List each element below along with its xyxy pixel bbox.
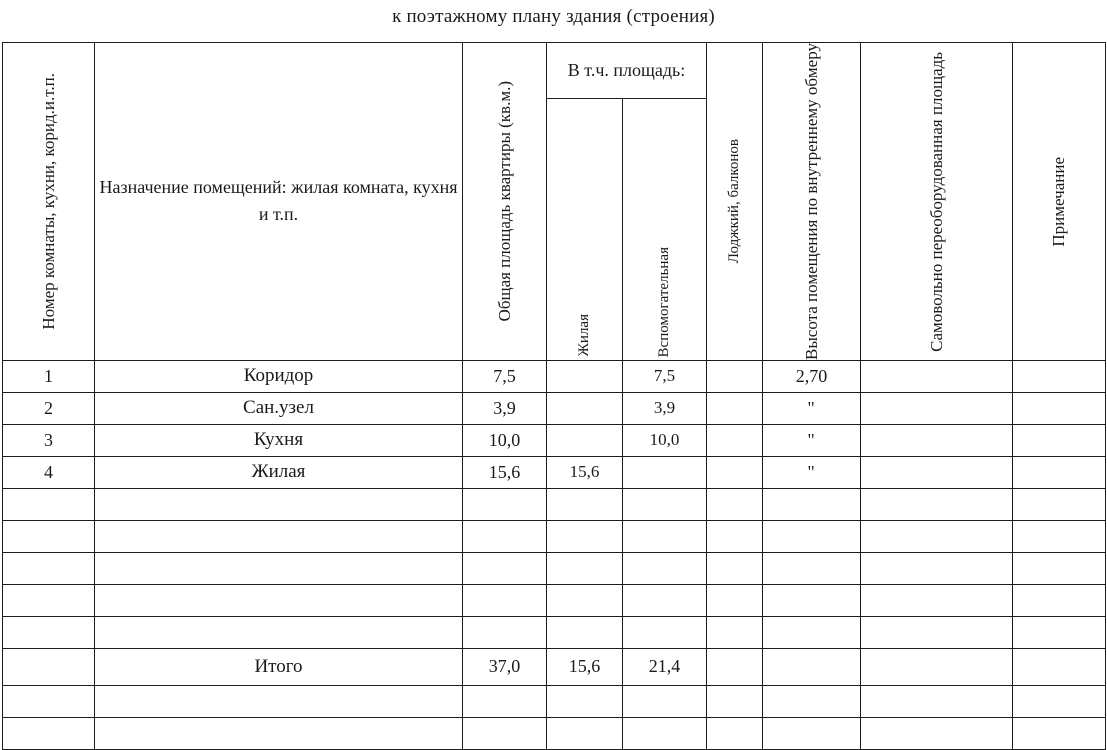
cell-height: 2,70 — [763, 360, 861, 392]
cell-note — [1013, 648, 1106, 685]
cell-total-area: 7,5 — [463, 360, 547, 392]
header-room-number — [3, 43, 95, 361]
header-unauthorized — [861, 43, 1013, 361]
cell-balcony — [707, 360, 763, 392]
cell-purpose: Сан.узел — [95, 392, 463, 424]
cell-unauthorized — [861, 424, 1013, 456]
header-height — [763, 43, 861, 361]
header-living-label: Жилая — [575, 314, 592, 357]
cell-unauthorized — [861, 456, 1013, 488]
table-row-empty — [3, 584, 1106, 616]
cell-living — [547, 424, 623, 456]
header-purpose — [95, 43, 463, 361]
table-row-empty — [3, 488, 1106, 520]
table-row — [3, 424, 1106, 456]
header-height-label: Высота помещения по внутреннему обмеру — [801, 43, 821, 360]
cell-living: 15,6 — [547, 456, 623, 488]
table-row-empty — [3, 616, 1106, 648]
table-row — [3, 456, 1106, 488]
cell-room-number — [3, 648, 95, 685]
header-auxiliary — [623, 98, 707, 360]
page-title: к поэтажному плану здания (строения) — [392, 6, 715, 27]
header-including-group — [547, 43, 707, 99]
table-row-empty — [3, 717, 1106, 749]
cell-total-area: 37,0 — [463, 648, 547, 685]
header-total-area-label: Общая площадь квартиры (кв.м.) — [494, 81, 514, 322]
cell-auxiliary — [623, 456, 707, 488]
cell-living — [547, 392, 623, 424]
header-unauthorized-label: Самовольно переоборудованная площадь — [926, 51, 946, 352]
cell-height: " — [763, 456, 861, 488]
header-balconies-label: Лоджкий, балконов — [725, 139, 742, 264]
cell-auxiliary: 7,5 — [623, 360, 707, 392]
cell-total-area: 15,6 — [463, 456, 547, 488]
table-row-empty — [3, 685, 1106, 717]
cell-room-number: 2 — [3, 392, 95, 424]
table-row-total — [3, 648, 1106, 685]
cell-living: 15,6 — [547, 648, 623, 685]
cell-auxiliary: 3,9 — [623, 392, 707, 424]
cell-total-area: 3,9 — [463, 392, 547, 424]
cell-height: " — [763, 424, 861, 456]
header-auxiliary-label: Вспомогательная — [655, 246, 672, 357]
header-note-label: Примечание — [1049, 156, 1069, 247]
table-row — [3, 360, 1106, 392]
table-row — [3, 392, 1106, 424]
header-room-number-label: Номер комнаты, кухни, корид.и.т.п. — [38, 73, 58, 330]
cell-unauthorized — [861, 360, 1013, 392]
header-living — [547, 98, 623, 360]
cell-balcony — [707, 392, 763, 424]
header-note — [1013, 43, 1106, 361]
cell-purpose: Кухня — [95, 424, 463, 456]
cell-balcony — [707, 648, 763, 685]
cell-auxiliary: 10,0 — [623, 424, 707, 456]
header-total-area — [463, 43, 547, 361]
cell-total-label: Итого — [95, 648, 463, 685]
cell-purpose: Коридор — [95, 360, 463, 392]
cell-note — [1013, 392, 1106, 424]
cell-purpose: Жилая — [95, 456, 463, 488]
cell-height — [763, 648, 861, 685]
cell-room-number: 4 — [3, 456, 95, 488]
cell-balcony — [707, 456, 763, 488]
premises-table — [2, 42, 1106, 750]
cell-total-area: 10,0 — [463, 424, 547, 456]
cell-note — [1013, 424, 1106, 456]
table-row-empty — [3, 520, 1106, 552]
cell-auxiliary: 21,4 — [623, 648, 707, 685]
cell-note — [1013, 456, 1106, 488]
cell-note — [1013, 360, 1106, 392]
cell-balcony — [707, 424, 763, 456]
header-row-1 — [3, 43, 1106, 99]
table-row-empty — [3, 552, 1106, 584]
cell-room-number: 3 — [3, 424, 95, 456]
cell-living — [547, 360, 623, 392]
header-balconies — [707, 43, 763, 361]
cell-unauthorized — [861, 648, 1013, 685]
cell-room-number: 1 — [3, 360, 95, 392]
cell-unauthorized — [861, 392, 1013, 424]
header-including-group-label: В т.ч. площадь: — [567, 60, 686, 81]
header-purpose-label: Назначение помещений: жилая комната, кухня и т.п. — [99, 177, 458, 225]
cell-height: " — [763, 392, 861, 424]
